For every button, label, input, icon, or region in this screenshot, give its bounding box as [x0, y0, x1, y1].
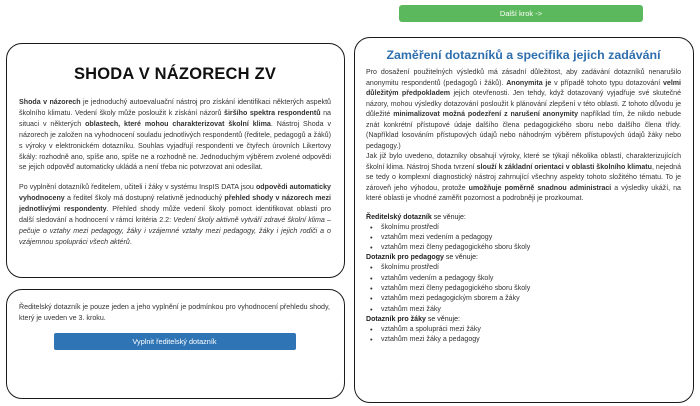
questionnaire-sections — [366, 213, 681, 346]
bold-text: přehled shody v názorech mezi jednotlivými respondenty — [19, 194, 331, 214]
section-heading-rest: se věnuje: — [425, 315, 461, 323]
list-item: • vztahům mezi vedením a pedagogy — [366, 233, 681, 243]
principal-questionnaire-note: Ředitelský dotazník je pouze jeden a jeho vyplnění je podmínkou pro vyhodnocení přehledu shody, který je uveden ve 3. kroku. — [19, 303, 330, 322]
text-run: . Přehled shody může vedení školy pomoct identifikovat oblasti pro další sledování a hodnocení v rámci kritéria 2.2: — [19, 205, 331, 225]
list-item: • vztahům mezi členy pedagogického sboru školy — [366, 243, 681, 253]
evaluation-paragraph — [19, 182, 331, 247]
section-heading-bold: Ředitelský dotazník — [366, 213, 432, 221]
section-list — [366, 223, 681, 254]
section-heading-rest: se věnuje: — [443, 254, 479, 262]
list-item: • vztahům mezi členy pedagogického sboru školy — [366, 284, 681, 294]
section-list — [366, 325, 681, 346]
text-run: . Nástroj Shoda v názorech je založen na vyhodnocení souladu jednotlivých respondentů (ředitele, pedagogů a žáků) s výroky v elektronickém dotazníku. Souhlas vyjadřují respondenti ve čtyřech úrovních Likertovy škály: rozhodně ano, spíše ano, spíše ne a rozhodně ne. Jednoduchým výběrem zvolené odpovědi se jejich odpověď automaticky ukládá a není třeba nic potvrzovat ani odesílat. — [19, 119, 331, 172]
bold-text: minimalizovat možná podezření z narušení anonymity — [393, 111, 578, 118]
text-run: Pro dosažení použitelných výsledků má zásadní důležitost, aby zadávání dotazníků nenarušilo anonymitu respondentů (pedagogů i žáků). — [366, 69, 681, 87]
page-title: SHODA V NÁZORECH ZV — [73, 65, 277, 83]
bold-text: Shoda v názorech — [19, 98, 81, 106]
intro-paragraph — [19, 97, 331, 173]
list-item: • vztahům vedením a pedagogy školy — [366, 274, 681, 284]
scope-paragraph — [366, 152, 681, 205]
intro-card — [6, 43, 345, 278]
list-item: • vztahům mezi žáky — [366, 305, 681, 315]
text-run: Jak již bylo uvedeno, dotazníky obsahují výroky, které se týkají několika oblastí, charakterizujících školní klima. Nástroj Shoda tvrzení — [366, 153, 681, 171]
list-item: • školnímu prostředí — [366, 263, 681, 273]
principal-questionnaire-card — [6, 289, 345, 399]
bold-text: slouží k základní orientaci v oblasti školního klimatu — [476, 163, 652, 171]
text-run: . — [129, 237, 132, 246]
section-heading — [366, 315, 681, 325]
bold-text: širšího spektra respondentů — [224, 108, 321, 117]
bold-text: velmi důležitým předpokladem — [366, 79, 682, 97]
next-step-button[interactable]: Další krok -> — [399, 5, 643, 22]
bold-text: umožňuje poměrně snadnou administraci — [468, 184, 612, 192]
italic-text: Vedení školy aktivně vytváří zdravé školní klima – pečuje o vztahy mezi pedagogy, žáky i vzájemné vztahy mezi pedagogy, žáky i jejich rodiči a o vzájemnou spolupráci všech aktérů — [19, 216, 331, 246]
bold-text: oblastech, které mohou charakterizovat školní klima — [85, 119, 271, 128]
text-run: Po vyplnění dotazníků ředitelem, učiteli i žáky v systému InspIS DATA jsou — [19, 183, 256, 192]
fill-principal-questionnaire-button[interactable]: Vyplnit ředitelský dotazník — [54, 333, 296, 350]
text-run: na situaci v některých — [19, 108, 331, 128]
list-item: • vztahům mezi pedagogickým sborem a žáky — [366, 294, 681, 304]
list-item: • vztahům a spolupráci mezi žáky — [366, 325, 681, 335]
list-item: • vztahům mezi žáky a pedagogy — [366, 335, 681, 345]
text-run: a ředitel školy má dostupný relativně jednoduchý — [64, 194, 225, 203]
text-run: a výsledky ukáží, na které oblasti je vhodné zaměřit pozornost a podrobněji je prozkoumat. — [366, 184, 681, 202]
text-run: jejich otevřenosti. Jen tehdy, když dotazovaný vyjadřuje své skutečné názory, mohou výsledky dotazování posloužit k plánování zlepšení v této oblasti. Z tohoto důvodu je důležité — [366, 90, 681, 118]
focus-title: Zaměření dotazníků a specifika jejich zadávání — [386, 48, 661, 62]
text-run: v případě tohoto typu dotazování — [551, 79, 663, 87]
anonymity-paragraph — [366, 68, 681, 152]
section-heading — [366, 253, 681, 263]
section-heading-rest: se věnuje: — [431, 213, 466, 221]
text-run: například tím, že nikdo nebude znát konkrétní přístupové údaje dalšího člena pedagogického sboru nebo dalšího člena třídy. (Například losováním přístupových údajů nebo náhodným výběrem přístupových údajů žáky nebo pedagogy.) — [366, 111, 682, 150]
text-run: , nejedná se tedy o komplexní diagnostický nástroj zahrnující všechny aspekty tohoto složitého tématu. To je zároveň jeho výhodou, protože — [366, 163, 681, 192]
list-item: • školnímu prostředí — [366, 223, 681, 233]
section-heading-bold: Dotazník pro pedagogy — [366, 254, 444, 262]
section-heading — [366, 213, 681, 223]
text-run: je jednoduchý autoevaluační nástroj pro získání identifikaci některých aspektů školního klimatu. Vedení školy může posloužit k získání názorů — [19, 98, 331, 117]
bold-text: odpovědi automaticky vyhodnoceny — [19, 183, 331, 203]
section-list — [366, 263, 681, 314]
bold-text: Anonymita je — [506, 79, 552, 87]
questionnaire-focus-card — [354, 37, 694, 403]
section-heading-bold: Dotazník pro žáky — [366, 315, 426, 323]
